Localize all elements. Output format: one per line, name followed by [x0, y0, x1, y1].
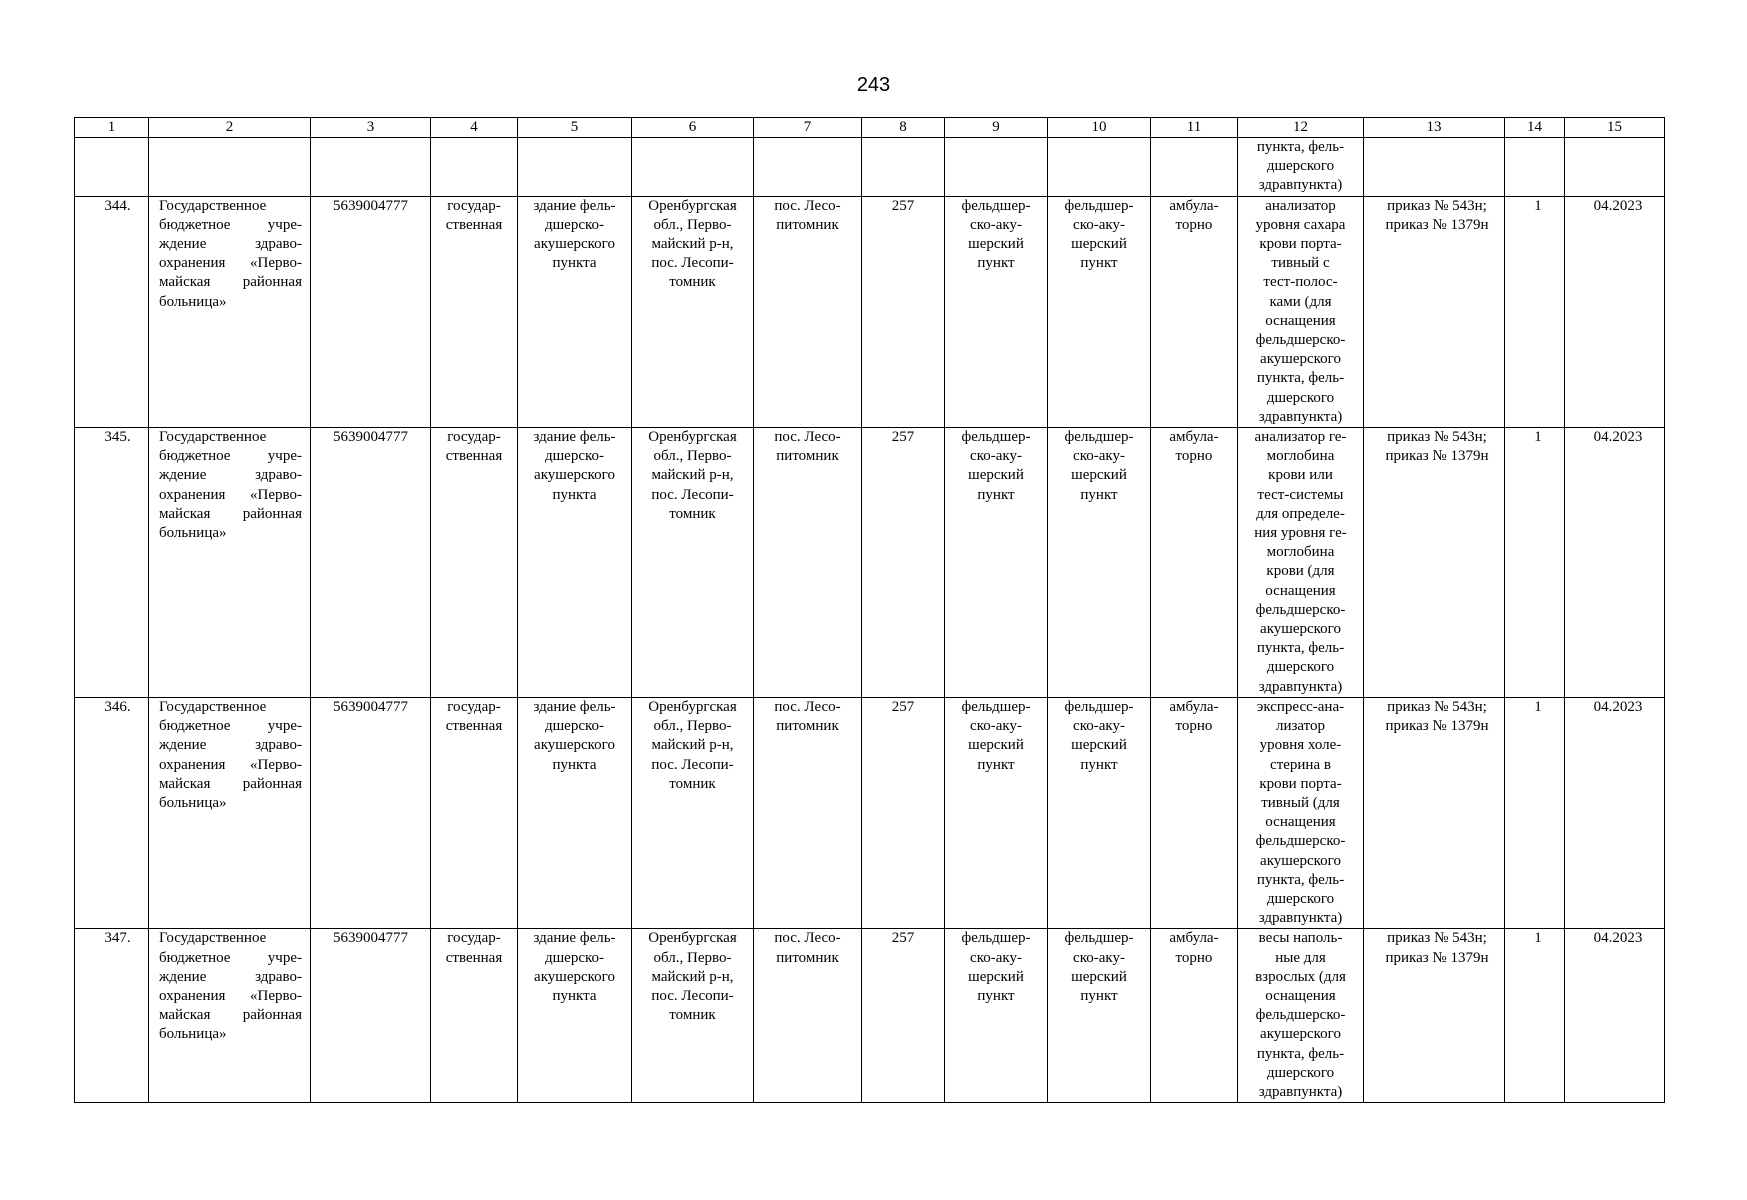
cell-line: приказ № 1379н	[1385, 448, 1489, 465]
address-cell	[632, 929, 754, 1103]
cell-line: майская районная	[159, 775, 302, 792]
cell-line: бюджетное учре-	[159, 216, 302, 233]
cell-line: пункта, фель-	[1256, 370, 1345, 387]
organization-cell	[149, 196, 311, 427]
cell-line: приказ № 543н;	[1387, 197, 1487, 214]
cell-line: пункт	[1080, 756, 1118, 773]
column-header-1: 1	[75, 118, 149, 138]
cell-line: государ-	[447, 698, 501, 715]
cell-line: ками (для	[1269, 293, 1332, 310]
cell-line: уровня холе-	[1259, 737, 1342, 754]
facility-subtype-cell	[1048, 929, 1151, 1103]
cell-line: обл., Перво-	[653, 718, 732, 735]
inn-cell: 5639004777	[311, 196, 431, 427]
cell-line: фельдшер-	[961, 698, 1031, 715]
cell-line: государ-	[447, 930, 501, 947]
cell-line: торно	[1175, 718, 1213, 735]
cell-line: пос. Лесо-	[774, 429, 841, 446]
column-header-5: 5	[518, 118, 632, 138]
order-cell	[1364, 428, 1505, 698]
cell-line: фельдшер-	[961, 197, 1031, 214]
cell-line: томник	[669, 775, 716, 792]
facility-subtype-cell	[1048, 428, 1151, 698]
code-cell: 257	[862, 196, 945, 427]
cell-line: Государственное	[159, 698, 267, 715]
facility-type-cell	[945, 428, 1048, 698]
cell-line: ско-аку-	[1073, 216, 1125, 233]
cell-line: обл., Перво-	[653, 216, 732, 233]
cell-line: майская районная	[159, 505, 302, 522]
facility-subtype-cell	[1048, 697, 1151, 928]
cell-line: ско-аку-	[1073, 949, 1125, 966]
column-header-14: 14	[1505, 118, 1565, 138]
date-cell: 04.2023	[1565, 428, 1665, 698]
locality-cell	[754, 196, 862, 427]
cell-line: пункта, фель-	[1256, 139, 1345, 155]
cell-line: фельдшерско-	[1255, 1007, 1346, 1024]
cell-line: амбула-	[1169, 698, 1219, 715]
ownership-cell	[431, 697, 518, 928]
cell-line: больница»	[159, 1026, 227, 1043]
row-number-cell: 347.	[75, 929, 149, 1103]
cell-line: шерский	[968, 968, 1024, 985]
column-header-3: 3	[311, 118, 431, 138]
cell-line: приказ № 543н;	[1387, 698, 1487, 715]
building-cell	[518, 697, 632, 928]
table-row	[75, 697, 1665, 928]
cell-line: фельдшер-	[1064, 698, 1134, 715]
building-cell	[518, 929, 632, 1103]
organization-cell	[149, 697, 311, 928]
table-row	[75, 929, 1665, 1103]
cell-line: ния уровня ге-	[1254, 525, 1347, 542]
cell-line: Оренбургская	[648, 930, 737, 947]
cell-line: акушерского	[1260, 621, 1341, 638]
row-number-cell: 345.	[75, 428, 149, 698]
cell-line: томник	[669, 505, 716, 522]
cell-line: майский р-н,	[651, 467, 734, 484]
cell-line: дшерского	[1266, 389, 1335, 406]
facility-subtype-cell	[1048, 196, 1151, 427]
cell-line: дшерского	[1266, 158, 1335, 175]
inn-cell: 5639004777	[311, 929, 431, 1103]
cell-line: пункта	[552, 486, 597, 503]
cell-line: бюджетное учре-	[159, 949, 302, 966]
cell-line: здравпункта)	[1258, 910, 1343, 927]
cell-line: здание фель-	[533, 930, 616, 947]
cell-line: больница»	[159, 525, 227, 542]
date-cell: 04.2023	[1565, 929, 1665, 1103]
cell-line: пос. Лесо-	[774, 930, 841, 947]
cell-line: Оренбургская	[648, 429, 737, 446]
cell-line: томник	[669, 274, 716, 291]
column-header-8: 8	[862, 118, 945, 138]
cell-line: моглобина	[1266, 544, 1335, 561]
cell-line: пункт	[1080, 987, 1118, 1004]
cell-line: акушерского	[534, 968, 615, 985]
cell-line: торно	[1175, 448, 1213, 465]
cell-line: дшерского	[1266, 890, 1335, 907]
cell-line: майский р-н,	[651, 737, 734, 754]
continuation-row	[75, 138, 1665, 197]
cell-line: здание фель-	[533, 429, 616, 446]
cell-line: оснащения	[1265, 312, 1336, 329]
cell-line: пос. Лесопи-	[651, 486, 734, 503]
equipment-cell	[1238, 138, 1364, 197]
cell-line: пункта, фель-	[1256, 640, 1345, 657]
date-cell: 04.2023	[1565, 196, 1665, 427]
cell-line: крови порта-	[1259, 236, 1342, 253]
address-cell	[632, 428, 754, 698]
cell-line: фельдшерско-	[1255, 601, 1346, 618]
cell-line: бюджетное учре-	[159, 448, 302, 465]
inn-cell: 5639004777	[311, 428, 431, 698]
order-cell	[1364, 196, 1505, 427]
cell-line: больница»	[159, 293, 227, 310]
cell-line: обл., Перво-	[653, 949, 732, 966]
table-row	[75, 196, 1665, 427]
cell-line: крови или	[1268, 467, 1333, 484]
cell-line: пункта, фель-	[1256, 871, 1345, 888]
equipment-cell	[1238, 697, 1364, 928]
cell-line: взрослых (для	[1255, 968, 1346, 985]
cell-line: оснащения	[1265, 582, 1336, 599]
cell-line: питомник	[776, 949, 839, 966]
row-number-cell: 344.	[75, 196, 149, 427]
facility-type-cell	[945, 929, 1048, 1103]
cell-line: здравпункта)	[1258, 177, 1343, 194]
cell-line: фельдшер-	[1064, 429, 1134, 446]
column-header-10: 10	[1048, 118, 1151, 138]
cell-line: лизатор	[1275, 718, 1326, 735]
column-header-12: 12	[1238, 118, 1364, 138]
cell-line: ско-аку-	[1073, 718, 1125, 735]
cell-line: торно	[1175, 216, 1213, 233]
cell-line: ско-аку-	[1073, 448, 1125, 465]
cell-line: акушерского	[1260, 852, 1341, 869]
cell-line: ные для	[1275, 949, 1326, 966]
date-cell: 04.2023	[1565, 697, 1665, 928]
cell-line: шерский	[968, 236, 1024, 253]
cell-line: дшерского	[1266, 1064, 1335, 1081]
cell-line: приказ № 1379н	[1385, 949, 1489, 966]
cell-line: ско-аку-	[970, 216, 1022, 233]
cell-line: пос. Лесопи-	[651, 987, 734, 1004]
cell-line: экспресс-ана-	[1256, 698, 1345, 715]
cell-line: торно	[1175, 949, 1213, 966]
table-row	[75, 428, 1665, 698]
cell-line: майский р-н,	[651, 968, 734, 985]
cell-line: бюджетное учре-	[159, 718, 302, 735]
locality-cell	[754, 428, 862, 698]
code-cell: 257	[862, 929, 945, 1103]
cell-line: пос. Лесопи-	[651, 255, 734, 272]
cell-line: пос. Лесо-	[774, 698, 841, 715]
cell-line: крови (для	[1266, 563, 1335, 580]
cell-line: дшерско-	[544, 949, 605, 966]
cell-line: амбула-	[1169, 197, 1219, 214]
cell-line: моглобина	[1266, 448, 1335, 465]
cell-line: для определе-	[1256, 505, 1345, 522]
cell-line: здравпункта)	[1258, 678, 1343, 695]
cell-line: шерский	[1071, 236, 1127, 253]
cell-line: фельдшер-	[961, 429, 1031, 446]
cell-line: дшерско-	[544, 448, 605, 465]
organization-cell	[149, 428, 311, 698]
column-header-2: 2	[149, 118, 311, 138]
cell-line: фельдшерско-	[1255, 332, 1346, 349]
cell-line: здание фель-	[533, 197, 616, 214]
cell-line: тивный с	[1271, 255, 1330, 272]
facility-type-cell	[945, 196, 1048, 427]
cell-line: дшерско-	[544, 718, 605, 735]
cell-line: здание фель-	[533, 698, 616, 715]
cell-line: крови порта-	[1259, 775, 1342, 792]
organization-cell	[149, 929, 311, 1103]
address-cell	[632, 697, 754, 928]
column-header-4: 4	[431, 118, 518, 138]
address-cell	[632, 196, 754, 427]
cell-line: пункта	[552, 255, 597, 272]
care-form-cell	[1151, 428, 1238, 698]
cell-line: пос. Лесо-	[774, 197, 841, 214]
cell-line: пункт	[977, 255, 1015, 272]
column-header-6: 6	[632, 118, 754, 138]
cell-line: дшерского	[1266, 659, 1335, 676]
order-cell	[1364, 929, 1505, 1103]
building-cell	[518, 428, 632, 698]
quantity-cell: 1	[1505, 196, 1565, 427]
cell-line: охранения «Перво-	[159, 486, 302, 503]
locality-cell	[754, 929, 862, 1103]
cell-line: пункт	[1080, 255, 1118, 272]
cell-line: акушерского	[1260, 351, 1341, 368]
cell-line: охранения «Перво-	[159, 756, 302, 773]
column-header-13: 13	[1364, 118, 1505, 138]
cell-line: государ-	[447, 197, 501, 214]
cell-line: ско-аку-	[970, 448, 1022, 465]
cell-line: питомник	[776, 216, 839, 233]
ownership-cell	[431, 929, 518, 1103]
cell-line: ждение здраво-	[159, 467, 302, 484]
cell-line: тивный (для	[1261, 794, 1340, 811]
column-header-11: 11	[1151, 118, 1238, 138]
cell-line: ско-аку-	[970, 718, 1022, 735]
cell-line: анализатор	[1265, 197, 1336, 214]
code-cell: 257	[862, 697, 945, 928]
cell-line: больница»	[159, 794, 227, 811]
care-form-cell	[1151, 929, 1238, 1103]
cell-line: питомник	[776, 448, 839, 465]
cell-line: пункта	[552, 756, 597, 773]
cell-line: ждение здраво-	[159, 737, 302, 754]
cell-line: акушерского	[534, 467, 615, 484]
cell-line: пункт	[977, 756, 1015, 773]
cell-line: ственная	[445, 718, 503, 735]
cell-line: акушерского	[1260, 1026, 1341, 1043]
cell-line: фельдшер-	[1064, 197, 1134, 214]
cell-line: акушерского	[534, 236, 615, 253]
cell-line: фельдшерско-	[1255, 833, 1346, 850]
cell-line: приказ № 543н;	[1387, 930, 1487, 947]
cell-line: приказ № 1379н	[1385, 718, 1489, 735]
cell-line: шерский	[1071, 467, 1127, 484]
order-cell	[1364, 697, 1505, 928]
cell-line: Государственное	[159, 930, 267, 947]
cell-line: амбула-	[1169, 429, 1219, 446]
cell-line: пункт	[977, 987, 1015, 1004]
cell-line: здравпункта)	[1258, 1083, 1343, 1100]
cell-line: фельдшер-	[1064, 930, 1134, 947]
cell-line: Оренбургская	[648, 197, 737, 214]
cell-line: уровня сахара	[1255, 216, 1346, 233]
cell-line: шерский	[1071, 968, 1127, 985]
equipment-cell	[1238, 929, 1364, 1103]
header-row	[75, 118, 1665, 138]
cell-line: Государственное	[159, 429, 267, 446]
quantity-cell: 1	[1505, 929, 1565, 1103]
equipment-cell	[1238, 428, 1364, 698]
cell-line: ско-аку-	[970, 949, 1022, 966]
cell-line: питомник	[776, 718, 839, 735]
cell-line: ственная	[445, 949, 503, 966]
cell-line: охранения «Перво-	[159, 255, 302, 272]
code-cell: 257	[862, 428, 945, 698]
quantity-cell: 1	[1505, 428, 1565, 698]
cell-line: пункт	[1080, 486, 1118, 503]
column-header-9: 9	[945, 118, 1048, 138]
cell-line: пункт	[977, 486, 1015, 503]
cell-line: пункта, фель-	[1256, 1045, 1345, 1062]
cell-line: тест-системы	[1257, 486, 1344, 503]
cell-line: майский р-н,	[651, 236, 734, 253]
ownership-cell	[431, 428, 518, 698]
cell-line: томник	[669, 1007, 716, 1024]
cell-line: пункта	[552, 987, 597, 1004]
row-number-cell: 346.	[75, 697, 149, 928]
cell-line: майская районная	[159, 274, 302, 291]
building-cell	[518, 196, 632, 427]
cell-line: акушерского	[534, 737, 615, 754]
cell-line: приказ № 543н;	[1387, 429, 1487, 446]
cell-line: ждение здраво-	[159, 968, 302, 985]
page-number: 243	[856, 74, 891, 96]
cell-line: шерский	[968, 737, 1024, 754]
cell-line: ственная	[445, 216, 503, 233]
ownership-cell	[431, 196, 518, 427]
cell-line: тест-полос-	[1263, 274, 1338, 291]
cell-line: шерский	[968, 467, 1024, 484]
column-header-7: 7	[754, 118, 862, 138]
cell-line: амбула-	[1169, 930, 1219, 947]
cell-line: приказ № 1379н	[1385, 216, 1489, 233]
cell-line: анализатор ге-	[1254, 429, 1347, 446]
quantity-cell: 1	[1505, 697, 1565, 928]
facility-type-cell	[945, 697, 1048, 928]
care-form-cell	[1151, 196, 1238, 427]
cell-line: обл., Перво-	[653, 448, 732, 465]
column-header-15: 15	[1565, 118, 1665, 138]
cell-line: весы наполь-	[1258, 930, 1343, 947]
locality-cell	[754, 697, 862, 928]
cell-line: здравпункта)	[1258, 408, 1343, 425]
cell-line: Оренбургская	[648, 698, 737, 715]
cell-line: Государственное	[159, 197, 267, 214]
equipment-cell	[1238, 196, 1364, 427]
cell-line: охранения «Перво-	[159, 987, 302, 1004]
cell-line: фельдшер-	[961, 930, 1031, 947]
cell-line: дшерско-	[544, 216, 605, 233]
cell-line: стерина в	[1270, 756, 1331, 773]
cell-line: ждение здраво-	[159, 236, 302, 253]
cell-line: пос. Лесопи-	[651, 756, 734, 773]
care-form-cell	[1151, 697, 1238, 928]
cell-line: шерский	[1071, 737, 1127, 754]
cell-line: ственная	[445, 448, 503, 465]
inn-cell: 5639004777	[311, 697, 431, 928]
cell-line: оснащения	[1265, 987, 1336, 1004]
cell-line: майская районная	[159, 1007, 302, 1024]
cell-line: государ-	[447, 429, 501, 446]
registry-table	[74, 117, 1665, 1103]
cell-line: оснащения	[1265, 814, 1336, 831]
